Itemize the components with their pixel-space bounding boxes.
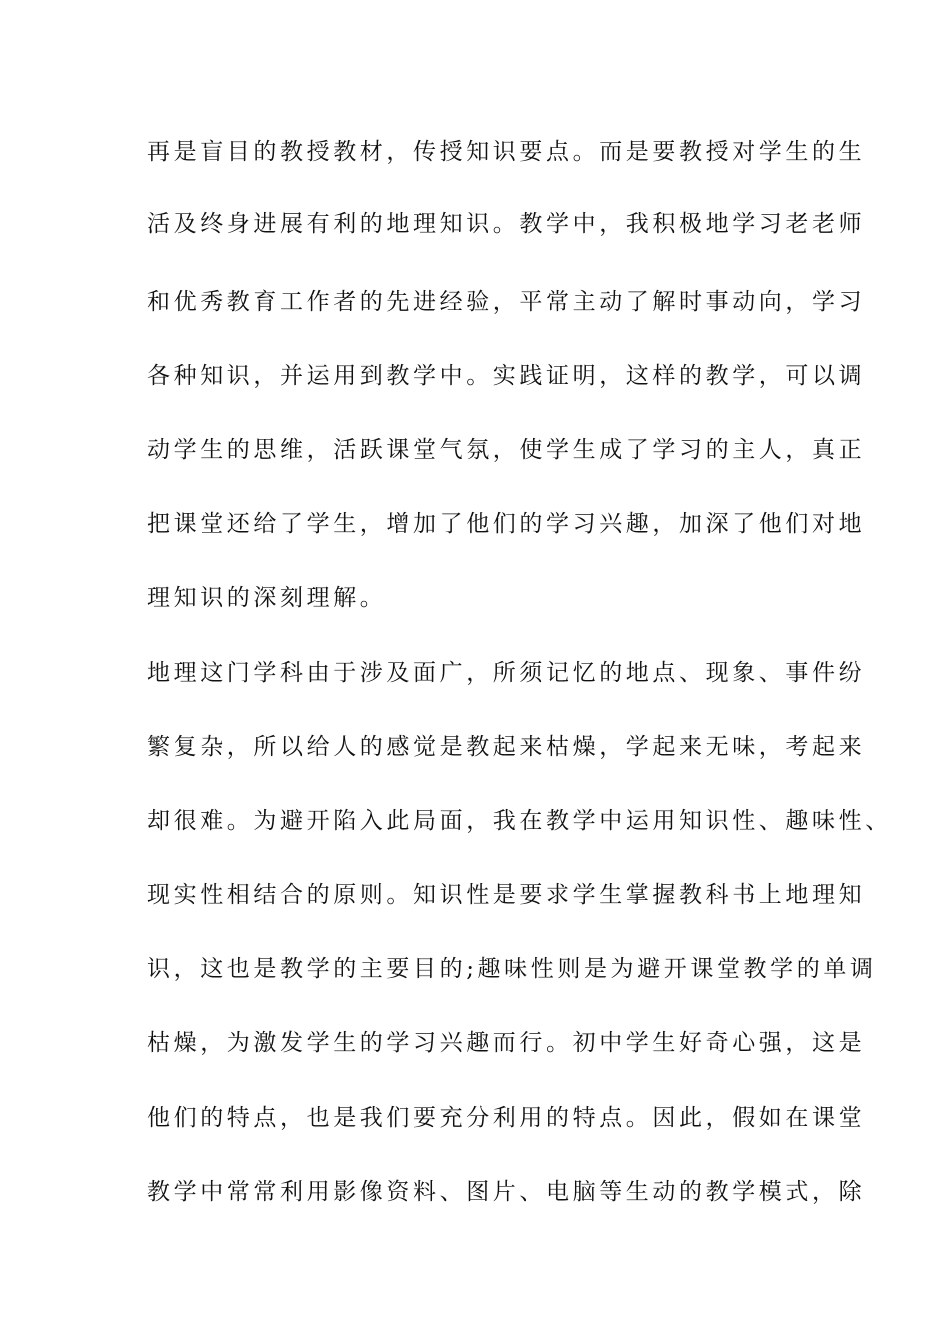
text-line: 理知识的深刻理解。: [147, 585, 387, 611]
text-line: 识，这也是教学的主要目的;趣味性则是为避开课堂教学的单调: [147, 956, 877, 982]
text-line: 各种知识，并运用到教学中。实践证明，这样的教学，可以调: [147, 363, 866, 389]
text-line: 和优秀教育工作者的先进经验，平常主动了解时事动向，学习: [147, 289, 866, 315]
text-line: 把课堂还给了学生，增加了他们的学习兴趣，加深了他们对地: [147, 511, 866, 537]
text-line: 再是盲目的教授教材，传授知识要点。而是要教授对学生的生: [147, 139, 866, 165]
text-line: 枯燥，为激发学生的学习兴趣而行。初中学生好奇心强，这是: [147, 1030, 866, 1056]
text-line: 教学中常常利用影像资料、图片、电脑等生动的教学模式，除: [147, 1179, 866, 1205]
text-line: 动学生的思维，活跃课堂气氛，使学生成了学习的主人，真正: [147, 437, 866, 463]
text-line: 却很难。为避开陷入此局面，我在教学中运用知识性、趣味性、: [147, 808, 892, 834]
text-line: 现实性相结合的原则。知识性是要求学生掌握教科书上地理知: [147, 882, 866, 908]
text-line: 繁复杂，所以给人的感觉是教起来枯燥，学起来无味，考起来: [147, 734, 866, 760]
text-line: 地理这门学科由于涉及面广，所须记忆的地点、现象、事件纷: [147, 660, 866, 686]
text-line: 他们的特点，也是我们要充分利用的特点。因此，假如在课堂: [147, 1105, 866, 1131]
text-line: 活及终身进展有利的地理知识。教学中，我积极地学习老老师: [147, 211, 866, 237]
